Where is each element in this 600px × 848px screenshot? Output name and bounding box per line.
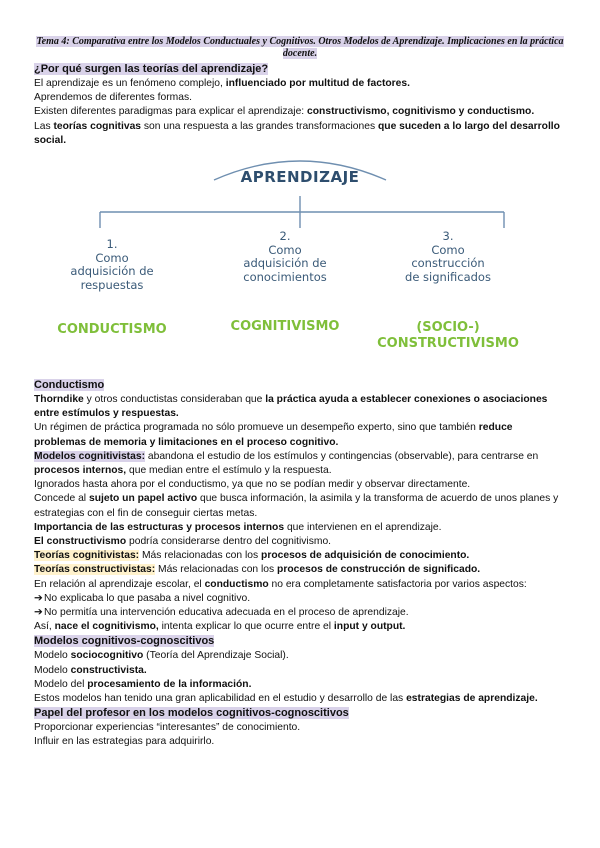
paragraph: Influir en las estrategias para adquirirlo.: [34, 736, 215, 748]
paragraph: Ignorados hasta ahora por el conductismo, ya que no se podían medir y observar directamente.: [34, 479, 471, 491]
bullet-item: ➔No explicaba lo que pasaba a nivel cognitivo.: [34, 592, 566, 606]
paragraph: Estos modelos han tenido una gran aplicabilidad en el estudio y desarrollo de las estrategias de aprendizaje.: [34, 693, 538, 705]
learning-diagram: [34, 150, 566, 372]
section-heading-conductismo: Conductismo: [34, 379, 105, 392]
diagram-label-constructivismo: (SOCIO-) CONSTRUCTIVISMO: [377, 320, 519, 352]
section-heading-why: ¿Por qué surgen las teorías del aprendizaje?: [34, 63, 269, 75]
paragraph: Un régimen de práctica programada no sólo promueve un desempeño experto, sino que también reduce problemas de memoria y limitaciones en el proceso cognitivo.: [34, 422, 513, 448]
paragraph: Thorndike y otros conductistas consideraban que la práctica ayuda a establecer conexiones o asociaciones entre estímulos y respuestas.: [34, 394, 548, 420]
paragraph: Modelo sociocognitivo (Teoría del Aprendizaje Social).: [34, 650, 289, 662]
paragraph: Importancia de las estructuras y procesos internos que intervienen en el aprendizaje.: [34, 521, 442, 533]
paragraph: Modelo constructivista.: [34, 664, 147, 676]
bullet-item: ➔No permitía una intervención educativa adecuada en el proceso de aprendizaje.: [34, 606, 566, 620]
diagram-label-conductismo: CONDUCTISMO: [57, 322, 167, 338]
paragraph: Modelos cognitivistas: abandona el estudio de los estímulos y contingencias (observable), para centrarse en procesos internos, que median entre el estímulo y la respuesta.: [34, 450, 539, 477]
diagram-branch-2: 2. Como adquisición de conocimientos: [243, 229, 327, 284]
paragraph: En relación al aprendizaje escolar, el conductismo no era completamente satisfactoria por varios aspectos:: [34, 578, 527, 590]
diagram-branch-3: 3. Como construcción de significados: [405, 229, 491, 284]
paragraph: Modelo del procesamiento de la información.: [34, 678, 252, 690]
section-heading-profesor: Papel del profesor en los modelos cognitivos-cognoscitivos: [34, 707, 349, 720]
paragraph: Así, nace el cognitivismo, intenta explicar lo que ocurre entre el input y output.: [34, 621, 406, 633]
paragraph: El aprendizaje es un fenómeno complejo, influenciado por multitud de factores.: [34, 78, 410, 89]
diagram-root: APRENDIZAJE: [240, 168, 360, 187]
paragraph: Teorías constructivistas: Más relacionadas con los procesos de construcción de significado.: [34, 564, 481, 576]
arrow-icon: ➔: [34, 592, 43, 604]
section-heading-modelos: Modelos cognitivos-cognoscitivos: [34, 635, 215, 648]
paragraph: Aprendemos de diferentes formas.: [34, 92, 192, 104]
paragraph: Existen diferentes paradigmas para explicar el aprendizaje: constructivismo, cognitivismo y conductismo.: [34, 106, 535, 118]
paragraph: El constructivismo podría considerarse dentro del cognitivismo.: [34, 536, 332, 548]
diagram-label-cognitivismo: COGNITIVISMO: [230, 319, 340, 335]
paragraph: Proporcionar experiencias “interesantes” de conocimiento.: [34, 722, 301, 734]
document-page: [34, 36, 566, 750]
paragraph: Las teorías cognitivas son una respuesta a las grandes transformaciones que suceden a lo largo del desarrollo social.: [34, 120, 560, 146]
diagram-branch-1: 1. Como adquisición de respuestas: [70, 237, 154, 292]
paragraph: Teorías cognitivistas: Más relacionadas con los procesos de adquisición de conocimiento.: [34, 550, 470, 562]
paragraph: Concede al sujeto un papel activo que busca información, la asimila y la transforma de acuerdo de unos planes y estrategias con el fin de conseguir ciertas metas.: [34, 493, 559, 519]
document-title: Tema 4: Comparativa entre los Modelos Conductuales y Cognitivos. Otros Modelos de Aprendizaje. Implicaciones en la práctica docente.: [36, 36, 564, 59]
arrow-icon: ➔: [34, 607, 43, 619]
